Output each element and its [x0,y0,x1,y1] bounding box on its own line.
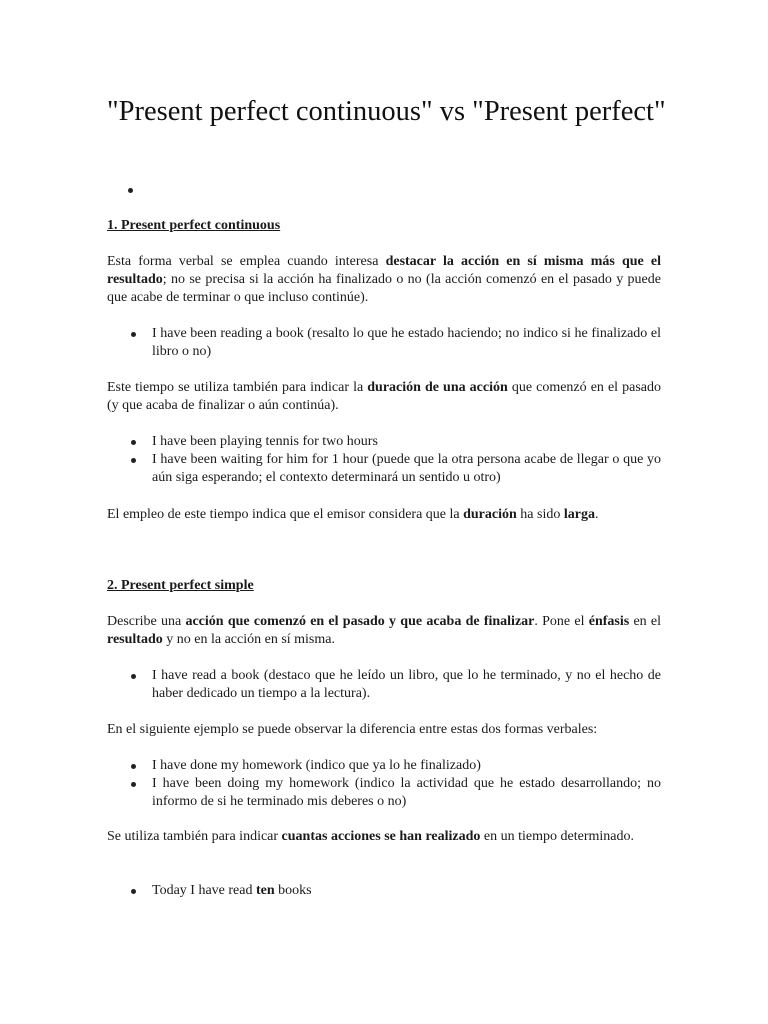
bullet-icon [131,782,136,787]
paragraph [107,828,661,846]
paragraph [107,253,661,307]
paragraph-text: y no en la acción en sí misma. [162,632,335,647]
list-item-text: I have been doing my homework (indico la actividad que he estado desarrollando; no informo de si he terminado mis deberes o no) [152,776,661,809]
paragraph-text: ; no se precisa si la acción ha finalizado o no (la acción comenzó en el pasado y puede que acabe de terminar o que incluso continúe). [107,272,661,305]
emphasis-text: duración de una acción [367,380,508,395]
example-list [107,667,661,703]
list-item-text: I have been playing tennis for two hours [152,434,378,449]
example-list [107,882,661,900]
list-item-text: I have been reading a book (resalto lo que he estado haciendo; no indico si he finalizado el libro o no) [152,326,661,359]
section-heading-present-perfect-simple: 2. Present perfect simple [107,578,254,593]
paragraph-text: que comenzó en el pasado (y que acaba de finalizar o aún continúa). [107,380,661,413]
list-item-text: Today I have read [152,883,256,898]
list-item [107,667,661,703]
list-item [107,451,661,487]
paragraph [107,613,661,649]
paragraph [107,506,661,524]
paragraph-text: ha sido [516,507,564,522]
example-list [107,757,661,811]
emphasis-text: larga [563,507,595,522]
bullet-icon [131,458,136,463]
list-item [107,433,661,451]
list-item [107,882,661,900]
example-list [107,433,661,487]
paragraph: En el siguiente ejemplo se puede observar la diferencia entre estas dos formas verbales: [107,722,598,737]
list-item-text: I have read a book (destaco que he leído un libro, que lo he terminado, y no el hecho de haber dedicado un tiempo a la lectura). [152,668,661,701]
emphasis-text: destacar la acción en sí misma más que el resultado [107,254,661,287]
bullet-icon [131,440,136,445]
list-item [107,775,661,811]
paragraph-text: en un tiempo determinado. [480,829,634,844]
list-item-text: I have done my homework (indico que ya lo he finalizado) [152,758,481,773]
emphasis-text: acción que comenzó en el pasado y que acaba de finalizar [185,614,535,629]
paragraph-text: . [594,507,599,522]
emphasis-text: duración [463,507,517,522]
paragraph-text: en el [629,614,662,629]
list-item [107,325,661,361]
section-heading-present-perfect-continuous: 1. Present perfect continuous [107,218,281,233]
bullet-icon [131,674,136,679]
list-item-text: books [274,883,312,898]
paragraph-text: . Pone el [534,614,589,629]
paragraph-text: Describe una [107,614,186,629]
page-title: "Present perfect continuous" vs "Present perfect" [107,96,666,127]
emphasis-text: resultado [107,632,163,647]
list-item-text: I have been waiting for him for 1 hour (puede que la otra persona acabe de llegar o que yo aún siga esperando; el contexto determinará un sentido u otro) [152,452,661,485]
paragraph-text: Este tiempo se utiliza también para indicar la [107,380,368,395]
bullet-icon [131,889,136,894]
emphasis-text: ten [255,883,275,898]
example-list [107,325,661,361]
bullet-icon [131,332,136,337]
bullet-icon [131,764,136,769]
paragraph-text: Esta forma verbal se emplea cuando interesa [107,254,386,269]
paragraph [107,379,661,415]
paragraph-text: El empleo de este tiempo indica que el emisor considera que la [107,507,464,522]
bullet-icon [128,188,133,193]
emphasis-text: cuantas acciones se han realizado [281,829,481,844]
list-item [107,757,661,775]
emphasis-text: énfasis [588,614,630,629]
paragraph-text: Se utiliza también para indicar [107,829,282,844]
